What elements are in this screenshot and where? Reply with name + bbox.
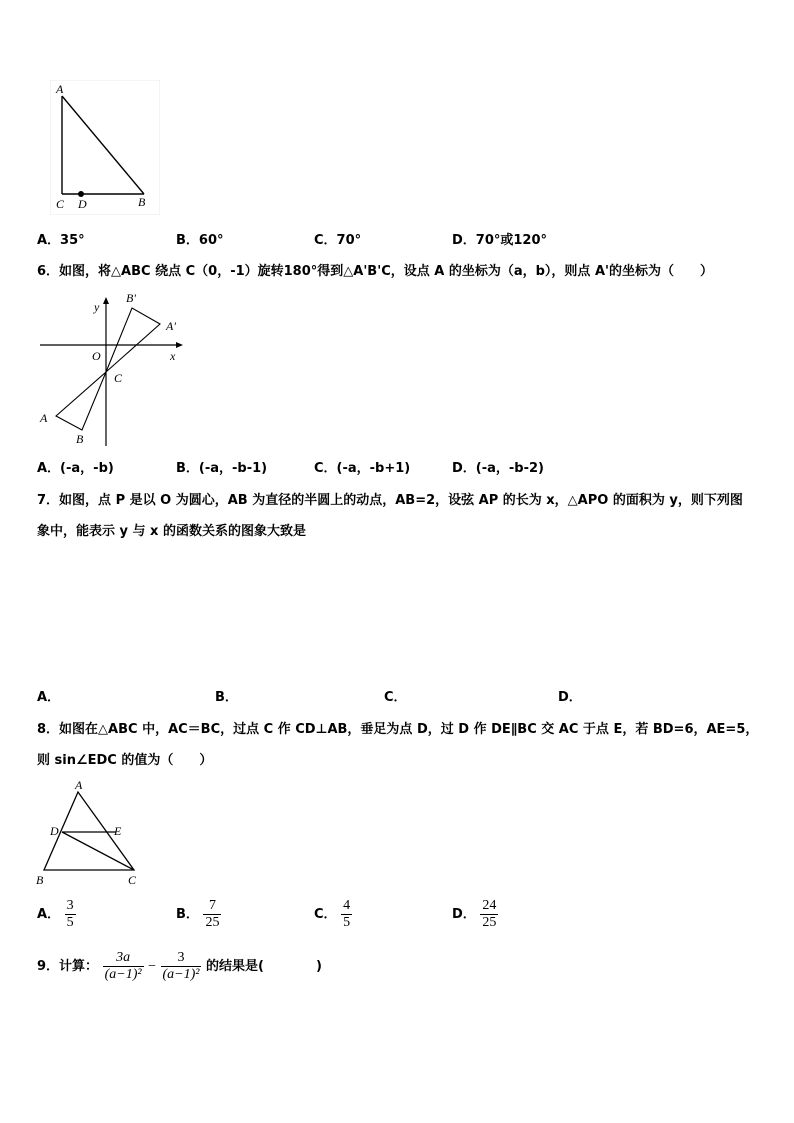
q8-option-d — [452, 898, 498, 931]
numerator: 7 — [208, 898, 216, 913]
q8-option-a — [37, 898, 76, 931]
q8-option-c — [314, 898, 352, 931]
y-axis-arrow — [103, 297, 109, 304]
label-a: A — [75, 778, 83, 792]
q8-option-b — [176, 898, 221, 931]
q6-figure — [36, 290, 186, 450]
triangle-abc — [56, 372, 106, 430]
q5-option-b: B．60° — [176, 233, 224, 248]
fraction-2 — [161, 950, 202, 983]
label-a: A — [56, 82, 64, 96]
q7-stem-line2: 象中，能表示 y 与 x 的函数关系的图象大致是 — [37, 524, 306, 539]
q8-stem-line2: 则 sin∠EDC 的值为（ ） — [37, 753, 213, 768]
q8-stem-line1: 8．如图在△ABC 中，AC＝BC，过点 C 作 CD⊥AB，垂足为点 D，过 D 作 DE∥BC 交 AC 于点 E，若 BD=6，AE=5， — [37, 722, 759, 737]
q8-figure — [34, 778, 146, 888]
numerator: 3a — [116, 950, 131, 965]
option-prefix: C． — [314, 907, 337, 922]
numerator: 3 — [66, 898, 74, 913]
label-a: A — [40, 411, 48, 425]
fraction — [341, 898, 352, 931]
denominator: 5 — [66, 915, 74, 930]
label-b: B — [76, 432, 84, 446]
q9-prefix: 9．计算： — [37, 959, 99, 974]
label-c: C — [56, 197, 65, 211]
segment-dc — [62, 832, 134, 870]
option-prefix: B． — [176, 907, 199, 922]
segment-ab — [62, 96, 144, 194]
label-o: O — [92, 349, 101, 363]
q9-suffix: 的结果是( ) — [206, 959, 322, 974]
numerator: 3 — [177, 950, 185, 965]
fraction — [480, 898, 498, 931]
q7-stem-line1: 7．如图，点 P 是以 O 为圆心，AB 为直径的半圆上的动点，AB=2，设弦 AP 的长为 x，△APO 的面积为 y，则下列图 — [37, 493, 743, 508]
q6-option-c: C．(-a，-b+1) — [314, 461, 411, 476]
q7-option-a: A． — [37, 690, 61, 705]
denominator: 25 — [205, 915, 220, 930]
denominator: 5 — [343, 915, 351, 930]
fraction — [65, 898, 76, 931]
denominator: (a−1)² — [104, 967, 142, 982]
q9-stem — [37, 950, 322, 983]
q7-option-c: C． — [384, 690, 407, 705]
numerator: 24 — [482, 898, 497, 913]
q7-option-d: D． — [558, 690, 582, 705]
q7-option-b: B． — [215, 690, 238, 705]
x-axis-arrow — [176, 342, 183, 348]
minus-sign: − — [148, 959, 156, 974]
label-y: y — [94, 300, 100, 314]
denominator: 25 — [482, 915, 497, 930]
fraction-1 — [103, 950, 144, 983]
q6-stem: 6．如图，将△ABC 绕点 C（0，-1）旋转180°得到△A'B'C，设点 A 的坐标为（a，b），则点 A'的坐标为（ ） — [37, 264, 713, 279]
q5-option-d: D．70°或120° — [452, 233, 548, 248]
option-prefix: D． — [452, 907, 476, 922]
q5-option-c: C．70° — [314, 233, 362, 248]
label-d: D — [50, 824, 59, 838]
label-d: D — [78, 197, 87, 211]
label-x: x — [170, 349, 176, 363]
q6-option-d: D．(-a，-b-2) — [452, 461, 544, 476]
label-b: B — [36, 873, 44, 887]
label-e: E — [114, 824, 122, 838]
label-b: B — [138, 195, 146, 209]
q6-option-b: B．(-a，-b-1) — [176, 461, 268, 476]
label-c: C — [128, 873, 137, 887]
label-a-prime: A' — [166, 319, 176, 333]
numerator: 4 — [343, 898, 351, 913]
q6-option-a: A．(-a，-b) — [37, 461, 114, 476]
label-c: C — [114, 371, 123, 385]
denominator: (a−1)² — [162, 967, 200, 982]
q5-option-a: A．35° — [37, 233, 85, 248]
triangle-a1b1c — [106, 308, 160, 372]
label-b-prime: B' — [126, 291, 136, 305]
fraction — [203, 898, 221, 931]
q5-figure — [50, 80, 160, 215]
option-prefix: A． — [37, 907, 61, 922]
